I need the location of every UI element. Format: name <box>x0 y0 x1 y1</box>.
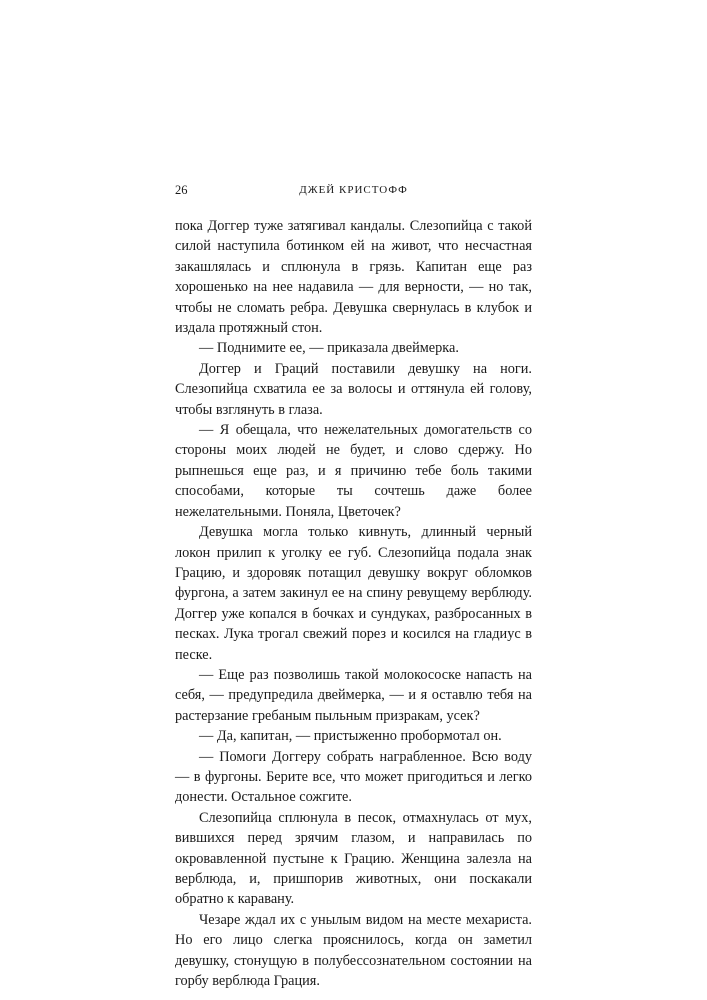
text-body <box>175 216 532 991</box>
paragraph: пока Доггер туже затягивал кандалы. Слезопийца с такой силой наступила ботинком ей на живот, что несчастная закашлялась и сплюнула в грязь. Капитан еще раз хорошенько на нее надавила — для верности, — но так, чтобы не сломать ребра. Девушка свернулась в клубок и издала протяжный стон. <box>175 218 532 337</box>
paragraph: — Да, капитан, — пристыженно пробормотал он. <box>199 728 502 745</box>
paragraph: — Я обещала, что нежелательных домогательств со стороны моих людей не будет, и слово сдержу. Но рыпнешься еще раз, и я причиню тебе боль такими способами, которые ты сочтешь даже более нежелательными. Поняла, Цветочек? <box>175 422 532 520</box>
paragraph: Чезаре ждал их с унылым видом на месте мехариста. Но его лицо слегка прояснилось, когда он заметил девушку, стонущую в полубессознательном состоянии на горбу верблюда Грация. <box>175 911 532 990</box>
running-head <box>175 180 532 200</box>
book-page <box>175 180 532 991</box>
paragraph: — Помоги Доггеру собрать награбленное. Всю воду — в фургоны. Берите все, что может пригодиться и легко донести. Остальное сожгите. <box>175 748 532 806</box>
running-title: ДЖЕЙ КРИСТОФФ <box>299 184 408 196</box>
paragraph: Слезопийца сплюнула в песок, отмахнулась от мух, вившихся перед зрячим глазом, и направилась по окровавленной пустыне к Грацию. Женщина залезла на верблюда, и, пришпорив животных, они поскакали обратно к каравану. <box>175 809 532 908</box>
paragraph: — Поднимите ее, — приказала двеймерка. <box>199 340 459 357</box>
page-number: 26 <box>175 183 188 197</box>
paragraph: Девушка могла только кивнуть, длинный черный локон прилип к уголку ее губ. Слезопийца подала знак Грацию, и здоровяк потащил девушку вокруг обломков фургона, а затем закинул ее на спину ревущему верблюду. Доггер уже копался в бочках и сундуках, разбросанных в песках. Лука трогал свежий порез и косился на гладиус в песке. <box>175 524 532 663</box>
paragraph: Доггер и Граций поставили девушку на ноги. Слезопийца схватила ее за волосы и оттянула ей голову, чтобы взглянуть в глаза. <box>175 360 532 418</box>
paragraph: — Еще раз позволишь такой молокососке напасть на себя, — предупредила двеймерка, — и я оставлю тебя на растерзание гребаным пыльным призракам, усек? <box>175 666 532 724</box>
